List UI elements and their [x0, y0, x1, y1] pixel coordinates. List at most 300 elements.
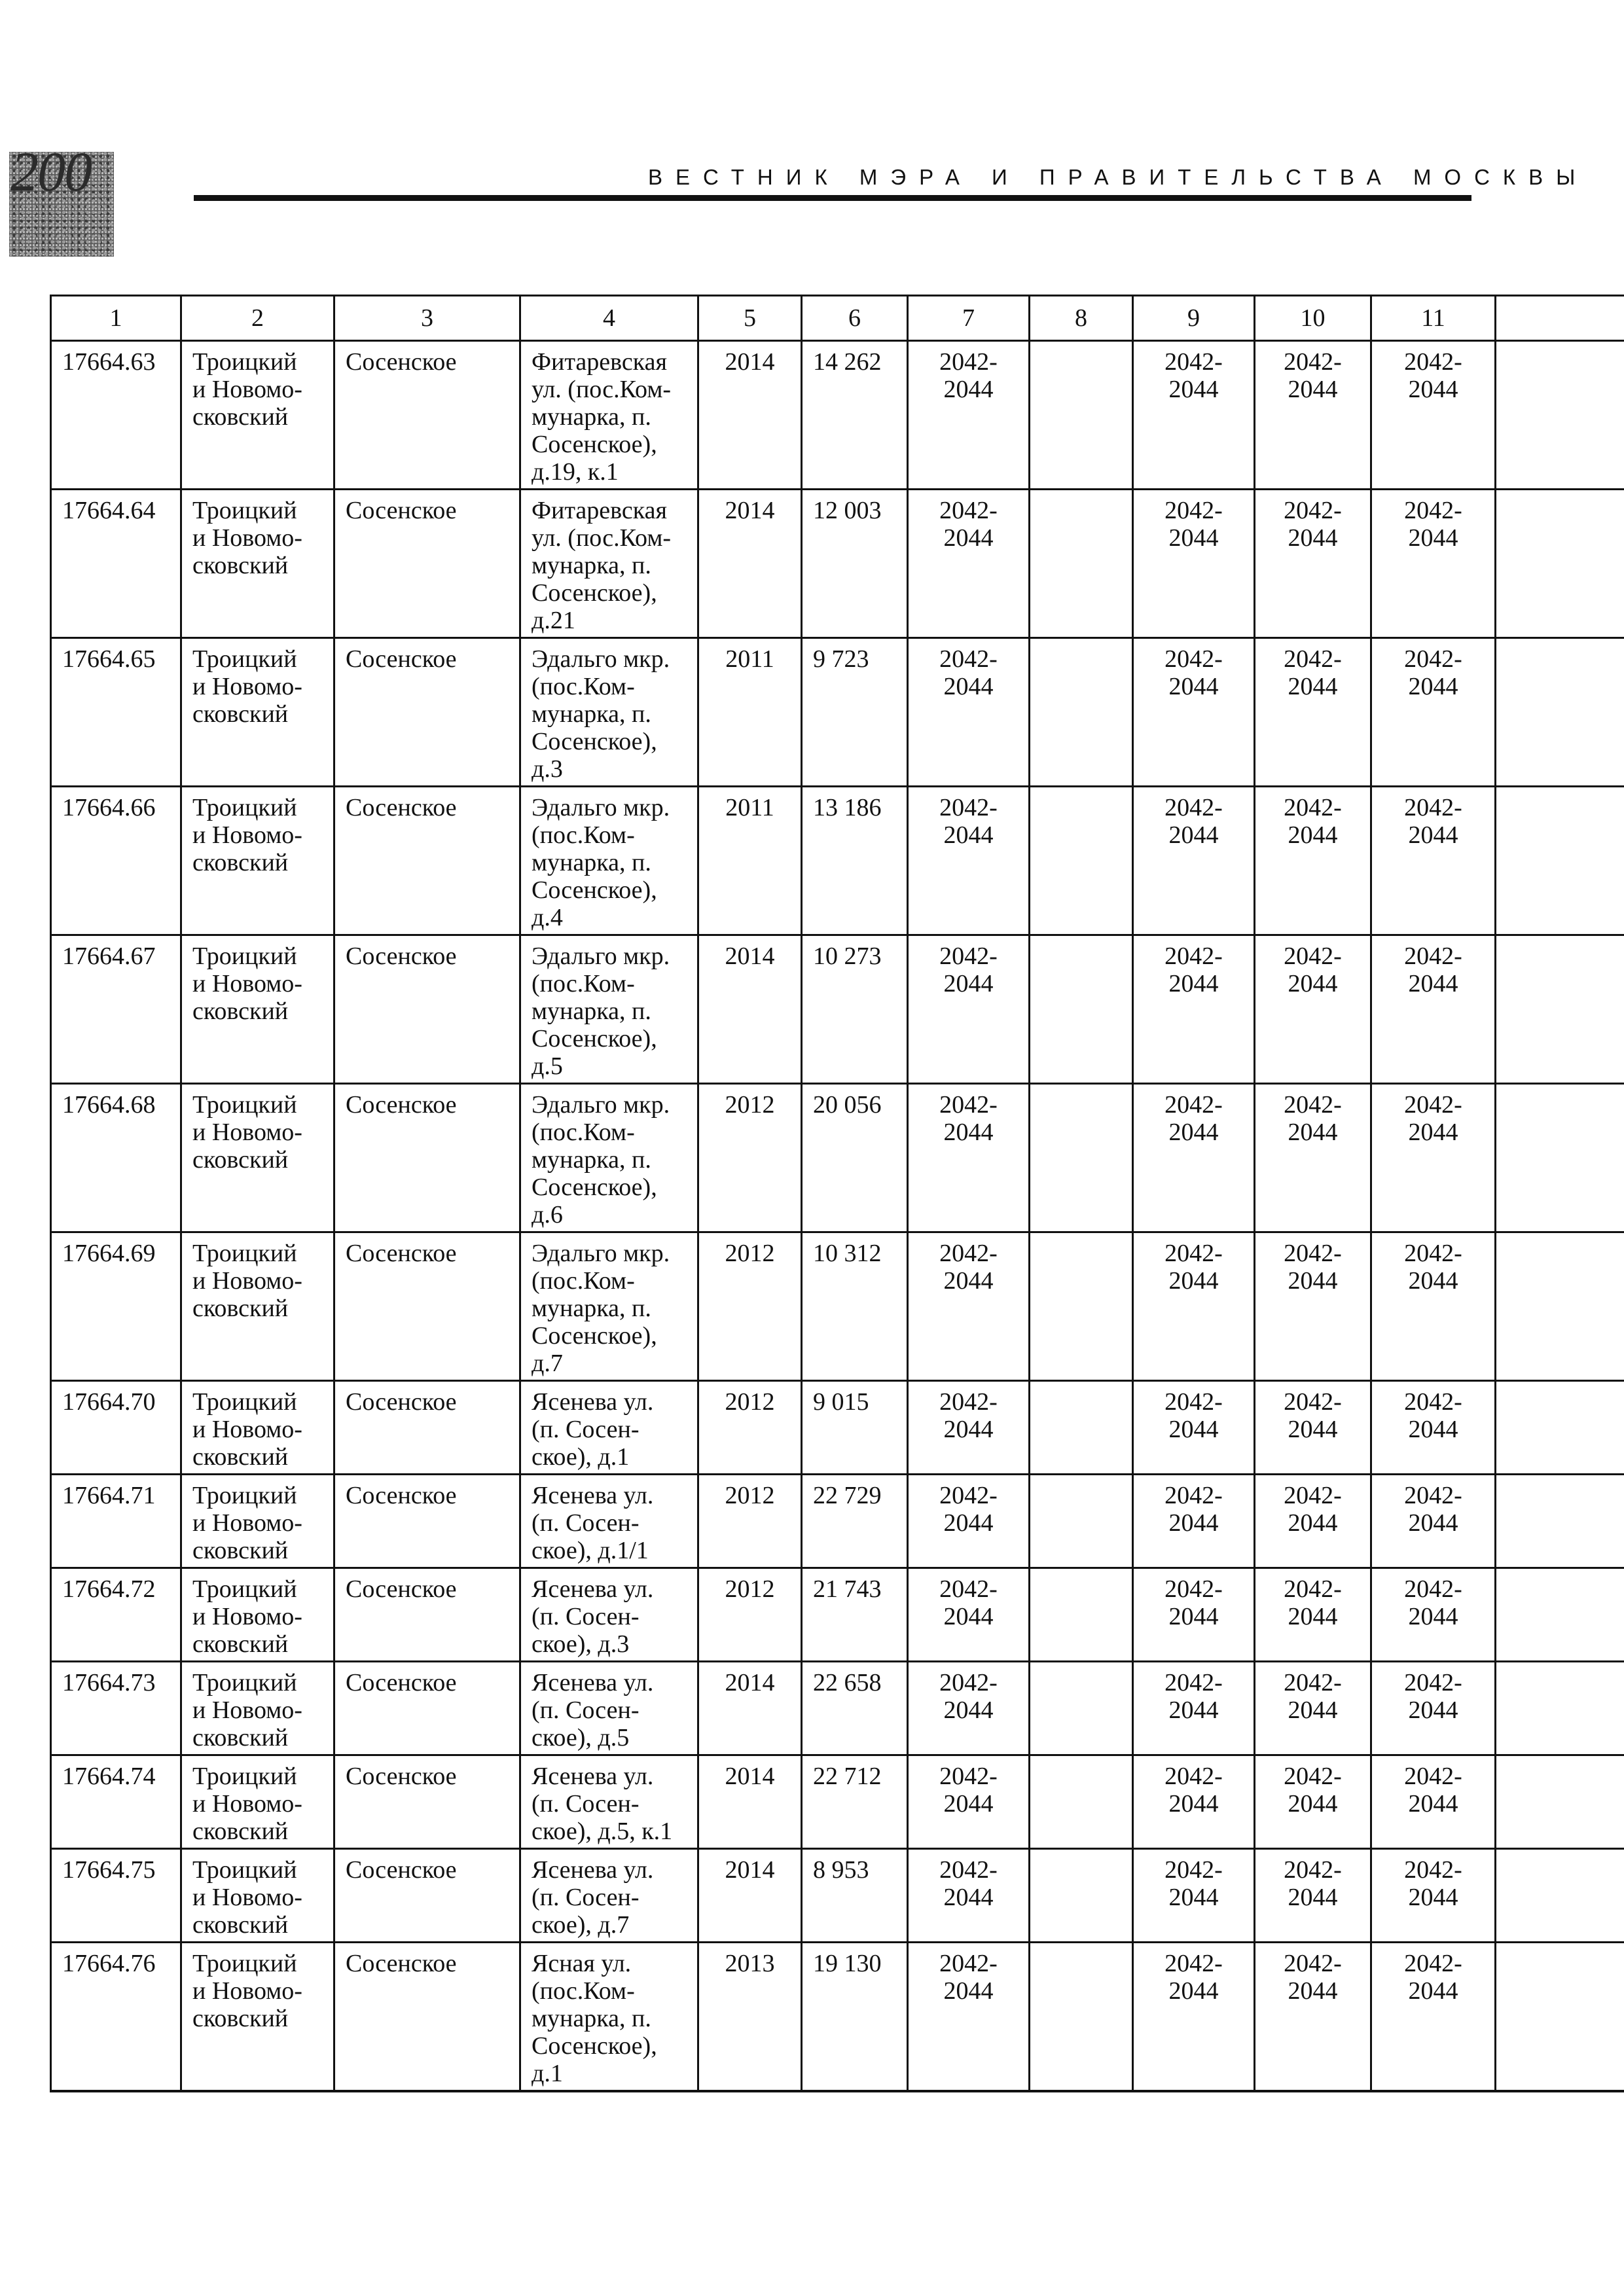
- cell-line: 2044: [1288, 1790, 1338, 1818]
- cell-line: 2042-: [1404, 942, 1462, 970]
- period-cell: [1371, 1755, 1496, 1849]
- cell-line: ское), д.3: [532, 1630, 630, 1658]
- empty-cell: [1496, 935, 1624, 1084]
- cell-line: Фитаревская: [532, 497, 667, 524]
- cell-line: 2044: [1168, 970, 1219, 997]
- settlement-cell: Сосенское: [334, 1084, 520, 1232]
- year-cell: 2012: [698, 1568, 802, 1662]
- cell-line: 2044: [1408, 821, 1458, 849]
- data-table: [50, 295, 1624, 2092]
- period-cell: [908, 1475, 1030, 1568]
- period-cell: [1255, 1381, 1371, 1475]
- cell-line: 2044: [943, 673, 994, 700]
- period-cell: [1371, 935, 1496, 1084]
- table-row: [51, 1849, 1624, 1943]
- address-cell: [520, 638, 698, 787]
- cell-line: 2042-: [1164, 1669, 1223, 1696]
- cell-line: сковский: [192, 1818, 289, 1845]
- cell-line: ское), д.7: [532, 1911, 630, 1939]
- cell-line: д.6: [532, 1201, 563, 1229]
- cell-line: 2044: [1408, 1884, 1458, 1911]
- district-cell: [181, 638, 334, 787]
- area-cell: 9 015: [802, 1381, 908, 1475]
- cell-line: 2042-: [1284, 794, 1342, 821]
- cell-line: 2042-: [1164, 1482, 1223, 1509]
- cell-line: 2042-: [1404, 1669, 1462, 1696]
- cell-line: Эдальго мкр.: [532, 794, 670, 821]
- district-cell: [181, 1662, 334, 1755]
- cell-line: 2044: [1168, 821, 1219, 849]
- cell-line: и Новомо-: [192, 1790, 302, 1818]
- period-cell: [1133, 787, 1255, 935]
- cell-line: 2042-: [1404, 1950, 1462, 1977]
- column-header: 5: [698, 296, 802, 341]
- address-cell: [520, 1232, 698, 1381]
- cell-line: Троицкий: [192, 1669, 297, 1696]
- cell-line: 2044: [1288, 1267, 1338, 1295]
- period-cell: [908, 1568, 1030, 1662]
- district-cell: [181, 787, 334, 935]
- period-cell: [908, 1943, 1030, 2092]
- cell-line: 2042-: [1284, 1856, 1342, 1884]
- period-cell: [1255, 638, 1371, 787]
- cell-line: сковский: [192, 849, 289, 876]
- period-cell: [1255, 490, 1371, 638]
- year-cell: 2011: [698, 787, 802, 935]
- cell-line: 2042-: [1164, 1240, 1223, 1267]
- settlement-cell: Сосенское: [334, 1662, 520, 1755]
- cell-line: 2044: [1408, 1267, 1458, 1295]
- cell-line: 2044: [943, 1416, 994, 1443]
- cell-line: 2044: [1168, 1509, 1219, 1537]
- cell-line: 2044: [1408, 1603, 1458, 1630]
- cell-line: 2042-: [1404, 1091, 1462, 1119]
- cell-line: (пос.Ком-: [532, 1977, 635, 2005]
- period-cell: [1133, 935, 1255, 1084]
- cell-line: 2044: [1288, 1977, 1338, 2005]
- cell-line: 2044: [1168, 673, 1219, 700]
- empty-cell: [1030, 1568, 1133, 1662]
- empty-cell: [1496, 1084, 1624, 1232]
- table-row: [51, 490, 1624, 638]
- record-number-cell: 17664.72: [51, 1568, 181, 1662]
- area-cell: 22 729: [802, 1475, 908, 1568]
- cell-line: и Новомо-: [192, 673, 302, 700]
- cell-line: (п. Сосен-: [532, 1790, 640, 1818]
- period-cell: [1133, 1232, 1255, 1381]
- cell-line: 2042-: [1404, 1240, 1462, 1267]
- cell-line: Эдальго мкр.: [532, 1091, 670, 1119]
- empty-cell: [1496, 341, 1624, 490]
- period-cell: [1133, 1084, 1255, 1232]
- period-cell: [908, 1232, 1030, 1381]
- cell-line: 2042-: [1284, 1669, 1342, 1696]
- cell-line: Троицкий: [192, 1388, 297, 1416]
- period-cell: [1371, 1943, 1496, 2092]
- record-number-cell: 17664.64: [51, 490, 181, 638]
- settlement-cell: Сосенское: [334, 1755, 520, 1849]
- cell-line: 2042-: [1284, 1482, 1342, 1509]
- cell-line: 2042-: [939, 348, 998, 376]
- cell-line: (п. Сосен-: [532, 1416, 640, 1443]
- area-cell: 13 186: [802, 787, 908, 935]
- cell-line: Сосенское),: [532, 728, 657, 755]
- cell-line: и Новомо-: [192, 1416, 302, 1443]
- cell-line: 2042-: [939, 645, 998, 673]
- address-cell: [520, 1084, 698, 1232]
- cell-line: (пос.Ком-: [532, 970, 635, 997]
- period-cell: [908, 787, 1030, 935]
- cell-line: мунарка, п.: [532, 997, 651, 1025]
- cell-line: Ясенева ул.: [532, 1763, 654, 1790]
- district-cell: [181, 1755, 334, 1849]
- cell-line: 2042-: [1164, 1575, 1223, 1603]
- settlement-cell: Сосенское: [334, 341, 520, 490]
- cell-line: Фитаревская: [532, 348, 667, 376]
- cell-line: (пос.Ком-: [532, 1119, 635, 1146]
- cell-line: 2044: [943, 1884, 994, 1911]
- column-header: 4: [520, 296, 698, 341]
- cell-line: 2042-: [1284, 497, 1342, 524]
- cell-line: и Новомо-: [192, 970, 302, 997]
- empty-cell: [1496, 1381, 1624, 1475]
- cell-line: 2042-: [1284, 1388, 1342, 1416]
- column-header: 11: [1371, 296, 1496, 341]
- period-cell: [1255, 1232, 1371, 1381]
- cell-line: мунарка, п.: [532, 1146, 651, 1174]
- empty-cell: [1030, 935, 1133, 1084]
- cell-line: 2042-: [939, 1575, 998, 1603]
- cell-line: 2044: [1408, 376, 1458, 403]
- cell-line: 2044: [1168, 1790, 1219, 1818]
- area-cell: 9 723: [802, 638, 908, 787]
- cell-line: 2042-: [1284, 1091, 1342, 1119]
- record-number-cell: 17664.70: [51, 1381, 181, 1475]
- table-row: [51, 1232, 1624, 1381]
- column-header: [1496, 296, 1624, 341]
- cell-line: мунарка, п.: [532, 1295, 651, 1322]
- address-cell: [520, 1475, 698, 1568]
- period-cell: [1255, 1943, 1371, 2092]
- area-cell: 12 003: [802, 490, 908, 638]
- cell-line: 2042-: [939, 942, 998, 970]
- period-cell: [1255, 1568, 1371, 1662]
- address-cell: [520, 787, 698, 935]
- cell-line: мунарка, п.: [532, 403, 651, 431]
- settlement-cell: Сосенское: [334, 638, 520, 787]
- cell-line: 2044: [1288, 970, 1338, 997]
- period-cell: [1133, 1662, 1255, 1755]
- cell-line: 2044: [943, 376, 994, 403]
- empty-cell: [1496, 1943, 1624, 2092]
- period-cell: [1371, 1381, 1496, 1475]
- cell-line: сковский: [192, 1146, 289, 1174]
- cell-line: Троицкий: [192, 645, 297, 673]
- period-cell: [1371, 1475, 1496, 1568]
- address-cell: [520, 1943, 698, 2092]
- table-row: [51, 1381, 1624, 1475]
- cell-line: 2044: [1288, 1884, 1338, 1911]
- period-cell: [1255, 1662, 1371, 1755]
- cell-line: 2044: [1288, 821, 1338, 849]
- cell-line: Сосенское),: [532, 1322, 657, 1350]
- cell-line: и Новомо-: [192, 1267, 302, 1295]
- cell-line: 2042-: [1404, 1856, 1462, 1884]
- year-cell: 2012: [698, 1084, 802, 1232]
- empty-cell: [1030, 341, 1133, 490]
- cell-line: Сосенское),: [532, 431, 657, 458]
- empty-cell: [1030, 1849, 1133, 1943]
- period-cell: [1371, 638, 1496, 787]
- cell-line: (пос.Ком-: [532, 673, 635, 700]
- empty-cell: [1496, 1232, 1624, 1381]
- cell-line: 2044: [943, 821, 994, 849]
- cell-line: 2044: [1168, 1119, 1219, 1146]
- year-cell: 2014: [698, 1755, 802, 1849]
- empty-cell: [1496, 1568, 1624, 1662]
- area-cell: 8 953: [802, 1849, 908, 1943]
- period-cell: [1133, 1849, 1255, 1943]
- record-number-cell: 17664.75: [51, 1849, 181, 1943]
- column-header: 2: [181, 296, 334, 341]
- year-cell: 2012: [698, 1381, 802, 1475]
- cell-line: 2044: [1408, 1977, 1458, 2005]
- period-cell: [1133, 490, 1255, 638]
- period-cell: [1133, 1568, 1255, 1662]
- cell-line: 2042-: [1284, 1763, 1342, 1790]
- period-cell: [1371, 1568, 1496, 1662]
- cell-line: сковский: [192, 1630, 289, 1658]
- cell-line: сковский: [192, 1911, 289, 1939]
- cell-line: 2042-: [1284, 645, 1342, 673]
- cell-line: 2042-: [1164, 1856, 1223, 1884]
- record-number-cell: 17664.67: [51, 935, 181, 1084]
- settlement-cell: Сосенское: [334, 1232, 520, 1381]
- period-cell: [1255, 1475, 1371, 1568]
- cell-line: Ясенева ул.: [532, 1856, 654, 1884]
- settlement-cell: Сосенское: [334, 1381, 520, 1475]
- cell-line: 2044: [1408, 1416, 1458, 1443]
- settlement-cell: Сосенское: [334, 787, 520, 935]
- cell-line: 2042-: [939, 497, 998, 524]
- address-cell: [520, 1755, 698, 1849]
- cell-line: 2044: [1408, 970, 1458, 997]
- column-header: 10: [1255, 296, 1371, 341]
- cell-line: 2044: [1168, 1884, 1219, 1911]
- empty-cell: [1496, 1849, 1624, 1943]
- district-cell: [181, 341, 334, 490]
- cell-line: сковский: [192, 1724, 289, 1751]
- empty-cell: [1030, 638, 1133, 787]
- period-cell: [1255, 1755, 1371, 1849]
- table-row: [51, 341, 1624, 490]
- period-cell: [1255, 1849, 1371, 1943]
- page-number-badge: [9, 152, 114, 257]
- year-cell: 2014: [698, 935, 802, 1084]
- cell-line: 2042-: [939, 1091, 998, 1119]
- district-cell: [181, 490, 334, 638]
- cell-line: мунарка, п.: [532, 700, 651, 728]
- cell-line: 2044: [1408, 1696, 1458, 1724]
- empty-cell: [1496, 1475, 1624, 1568]
- column-header: 9: [1133, 296, 1255, 341]
- cell-line: Троицкий: [192, 1240, 297, 1267]
- table-row: [51, 1084, 1624, 1232]
- cell-line: мунарка, п.: [532, 849, 651, 876]
- cell-line: 2042-: [939, 1669, 998, 1696]
- cell-line: и Новомо-: [192, 1884, 302, 1911]
- area-cell: 19 130: [802, 1943, 908, 2092]
- empty-cell: [1496, 638, 1624, 787]
- cell-line: 2042-: [1404, 1763, 1462, 1790]
- table-row: [51, 1943, 1624, 2092]
- cell-line: 2044: [1288, 376, 1338, 403]
- period-cell: [908, 1381, 1030, 1475]
- cell-line: Сосенское),: [532, 579, 657, 607]
- period-cell: [1133, 1381, 1255, 1475]
- cell-line: 2042-: [939, 1482, 998, 1509]
- empty-cell: [1030, 1232, 1133, 1381]
- cell-line: 2042-: [1284, 1240, 1342, 1267]
- year-cell: 2014: [698, 341, 802, 490]
- cell-line: Сосенское),: [532, 1025, 657, 1052]
- empty-cell: [1030, 1943, 1133, 2092]
- cell-line: 2044: [1168, 524, 1219, 552]
- district-cell: [181, 935, 334, 1084]
- cell-line: мунарка, п.: [532, 2005, 651, 2032]
- cell-line: Ясная ул.: [532, 1950, 632, 1977]
- empty-cell: [1496, 787, 1624, 935]
- empty-cell: [1030, 1084, 1133, 1232]
- cell-line: сковский: [192, 997, 289, 1025]
- period-cell: [1255, 787, 1371, 935]
- cell-line: д.5: [532, 1052, 563, 1080]
- cell-line: Троицкий: [192, 1091, 297, 1119]
- cell-line: 2042-: [1404, 497, 1462, 524]
- cell-line: Троицкий: [192, 1482, 297, 1509]
- cell-line: 2042-: [1284, 348, 1342, 376]
- period-cell: [1371, 490, 1496, 638]
- cell-line: д.3: [532, 755, 563, 783]
- empty-cell: [1496, 1662, 1624, 1755]
- cell-line: Троицкий: [192, 1575, 297, 1603]
- cell-line: сковский: [192, 1295, 289, 1322]
- cell-line: 2042-: [1284, 1950, 1342, 1977]
- cell-line: 2044: [1288, 1603, 1338, 1630]
- cell-line: 2044: [1408, 1790, 1458, 1818]
- empty-cell: [1030, 1381, 1133, 1475]
- empty-cell: [1030, 1475, 1133, 1568]
- table-row: [51, 1662, 1624, 1755]
- cell-line: 2044: [943, 1790, 994, 1818]
- page-number: 200: [10, 152, 91, 203]
- cell-line: 2044: [1168, 1696, 1219, 1724]
- cell-line: и Новомо-: [192, 1696, 302, 1724]
- district-cell: [181, 1943, 334, 2092]
- cell-line: 2044: [1408, 524, 1458, 552]
- cell-line: д.4: [532, 904, 563, 931]
- cell-line: Ясенева ул.: [532, 1482, 654, 1509]
- period-cell: [1371, 341, 1496, 490]
- empty-cell: [1030, 787, 1133, 935]
- cell-line: и Новомо-: [192, 821, 302, 849]
- area-cell: 22 712: [802, 1755, 908, 1849]
- cell-line: 2044: [1408, 1509, 1458, 1537]
- cell-line: 2044: [943, 970, 994, 997]
- record-number-cell: 17664.76: [51, 1943, 181, 2092]
- year-cell: 2012: [698, 1232, 802, 1381]
- cell-line: Эдальго мкр.: [532, 942, 670, 970]
- cell-line: ул. (пос.Ком-: [532, 376, 672, 403]
- table-row: [51, 1568, 1624, 1662]
- cell-line: 2042-: [1164, 1388, 1223, 1416]
- cell-line: 2044: [943, 1119, 994, 1146]
- address-cell: [520, 1849, 698, 1943]
- cell-line: сковский: [192, 2005, 289, 2032]
- cell-line: 2042-: [1164, 1950, 1223, 1977]
- cell-line: 2044: [1288, 1696, 1338, 1724]
- year-cell: 2013: [698, 1943, 802, 2092]
- cell-line: 2042-: [1164, 497, 1223, 524]
- area-cell: 14 262: [802, 341, 908, 490]
- period-cell: [1255, 935, 1371, 1084]
- cell-line: 2044: [1168, 1977, 1219, 2005]
- cell-line: ское), д.5, к.1: [532, 1818, 673, 1845]
- cell-line: Троицкий: [192, 794, 297, 821]
- record-number-cell: 17664.68: [51, 1084, 181, 1232]
- table-row: [51, 935, 1624, 1084]
- empty-cell: [1030, 1755, 1133, 1849]
- period-cell: [1133, 341, 1255, 490]
- cell-line: 2042-: [1164, 348, 1223, 376]
- district-cell: [181, 1232, 334, 1381]
- period-cell: [1133, 1755, 1255, 1849]
- cell-line: и Новомо-: [192, 1977, 302, 2005]
- cell-line: сковский: [192, 552, 289, 579]
- cell-line: 2044: [1288, 673, 1338, 700]
- period-cell: [908, 1755, 1030, 1849]
- cell-line: 2044: [943, 1267, 994, 1295]
- cell-line: ул. (пос.Ком-: [532, 524, 672, 552]
- cell-line: (пос.Ком-: [532, 1267, 635, 1295]
- cell-line: 2042-: [939, 1950, 998, 1977]
- cell-line: и Новомо-: [192, 524, 302, 552]
- cell-line: сковский: [192, 1537, 289, 1564]
- table-row: [51, 638, 1624, 787]
- table-row: [51, 1475, 1624, 1568]
- cell-line: д.21: [532, 607, 575, 634]
- table-row: [51, 787, 1624, 935]
- cell-line: 2042-: [1164, 942, 1223, 970]
- column-header: 8: [1030, 296, 1133, 341]
- cell-line: и Новомо-: [192, 1509, 302, 1537]
- cell-line: Троицкий: [192, 1763, 297, 1790]
- cell-line: Сосенское),: [532, 876, 657, 904]
- district-cell: [181, 1475, 334, 1568]
- cell-line: 2042-: [1404, 348, 1462, 376]
- cell-line: 2042-: [939, 1763, 998, 1790]
- address-cell: [520, 341, 698, 490]
- cell-line: 2042-: [1404, 1388, 1462, 1416]
- address-cell: [520, 935, 698, 1084]
- cell-line: Ясенева ул.: [532, 1575, 654, 1603]
- cell-line: сковский: [192, 1443, 289, 1471]
- area-cell: 10 312: [802, 1232, 908, 1381]
- journal-title: ВЕСТНИК МЭРА И ПРАВИТЕЛЬСТВА МОСКВЫ: [648, 165, 1589, 189]
- period-cell: [908, 490, 1030, 638]
- cell-line: 2042-: [939, 1388, 998, 1416]
- cell-line: 2042-: [1164, 1763, 1223, 1790]
